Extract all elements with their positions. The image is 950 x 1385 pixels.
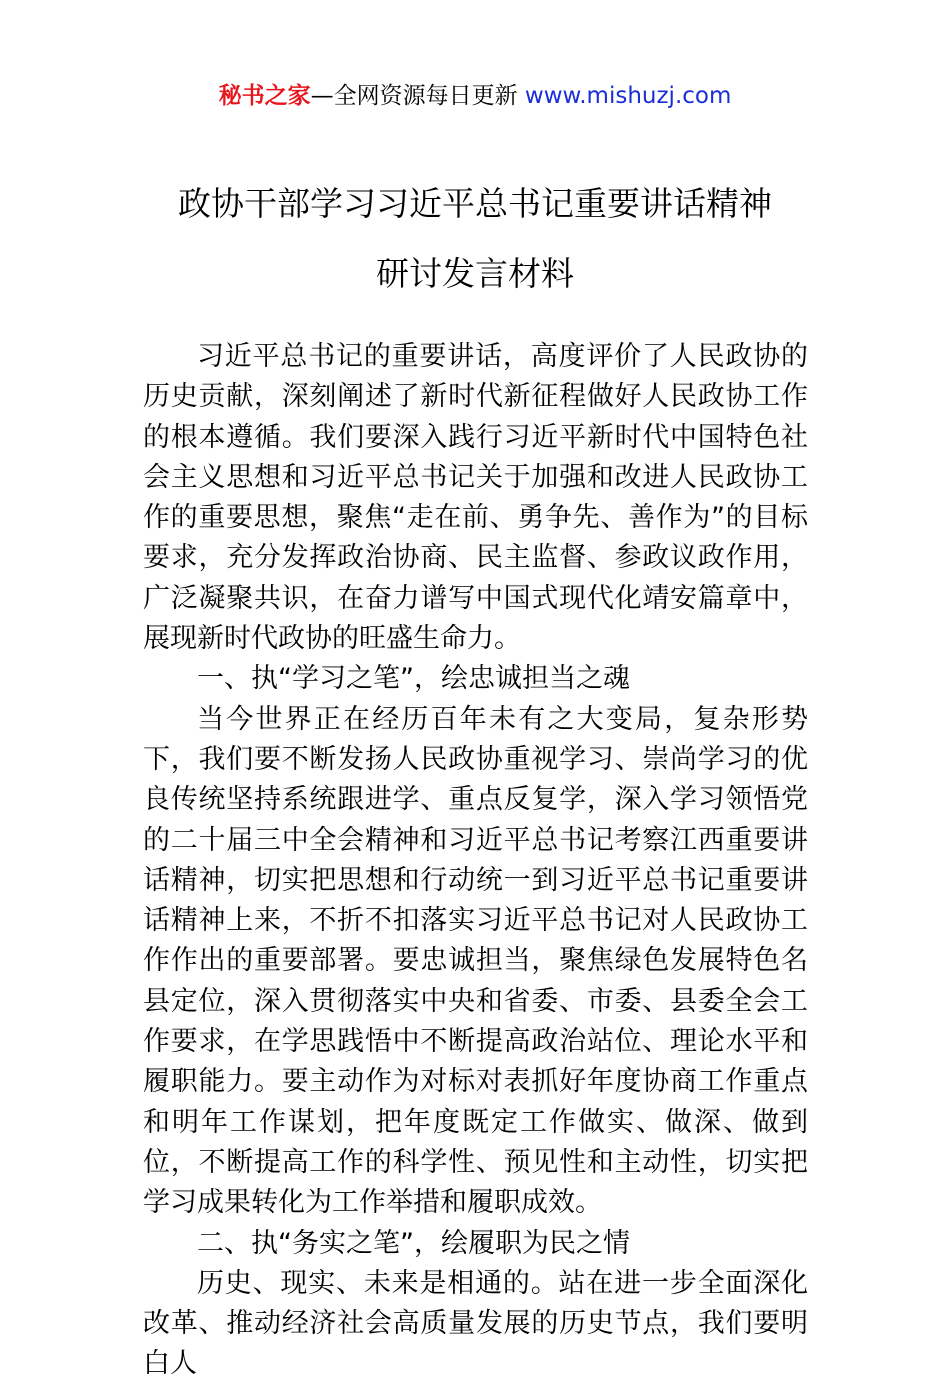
document-body (143, 337, 808, 1385)
intro-paragraph: 习近平总书记的重要讲话，高度评价了人民政协的历史贡献，深刻阐述了新时代新征程做好人民政协工作的根本遵循。我们要深入践行习近平新时代中国特色社会主义思想和习近平总书记关于加强和改进人民政协工作的重要思想，聚焦“走在前、勇争先、善作为”的目标要求，充分发挥政治协商、民主监督、参政议政作用，广泛凝聚共识，在奋力谱写中国式现代化靖安篇章中，展现新时代政协的旺盛生命力。 (143, 341, 808, 655)
site-header (0, 80, 950, 112)
section-2-heading: 二、执“务实之笔”，绘履职为民之情 (197, 1227, 630, 1259)
header-tagline: 全网资源每日更新 (333, 83, 525, 109)
site-brand: 秘书之家 (218, 83, 311, 109)
header-dash: — (310, 83, 334, 109)
section-1-paragraph: 当今世界正在经历百年未有之大变局，复杂形势下，我们要不断发扬人民政协重视学习、崇尚学习的优良传统坚持系统跟进学、重点反复学，深入学习领悟党的二十届三中全会精神和习近平总书记考察江西重要讲话精神，切实把思想和行动统一到习近平总书记重要讲话精神上来，不折不扣落实习近平总书记对人民政协工作作出的重要部署。要忠诚担当，聚焦绿色发展特色名县定位，深入贯彻落实中央和省委、市委、县委全会工作要求，在学思践悟中不断提高政治站位、理论水平和履职能力。要主动作为对标对表抓好年度协商工作重点和明年工作谋划，把年度既定工作做实、做深、做到位，不断提高工作的科学性、预见性和主动性，切实把学习成果转化为工作举措和履职成效。 (143, 703, 808, 1219)
section-2-paragraph: 历史、现实、未来是相通的。站在进一步全面深化改革、推动经济社会高质量发展的历史节点，我们要明白人 (143, 1267, 808, 1380)
document-title: 政协干部学习习近平总书记重要讲话精神 (178, 184, 772, 223)
site-url-link[interactable]: www.mishuzj.com (524, 83, 732, 109)
document-subtitle: 研讨发言材料 (376, 254, 574, 293)
section-1-heading: 一、执“学习之笔”，绘忠诚担当之魂 (197, 663, 630, 695)
